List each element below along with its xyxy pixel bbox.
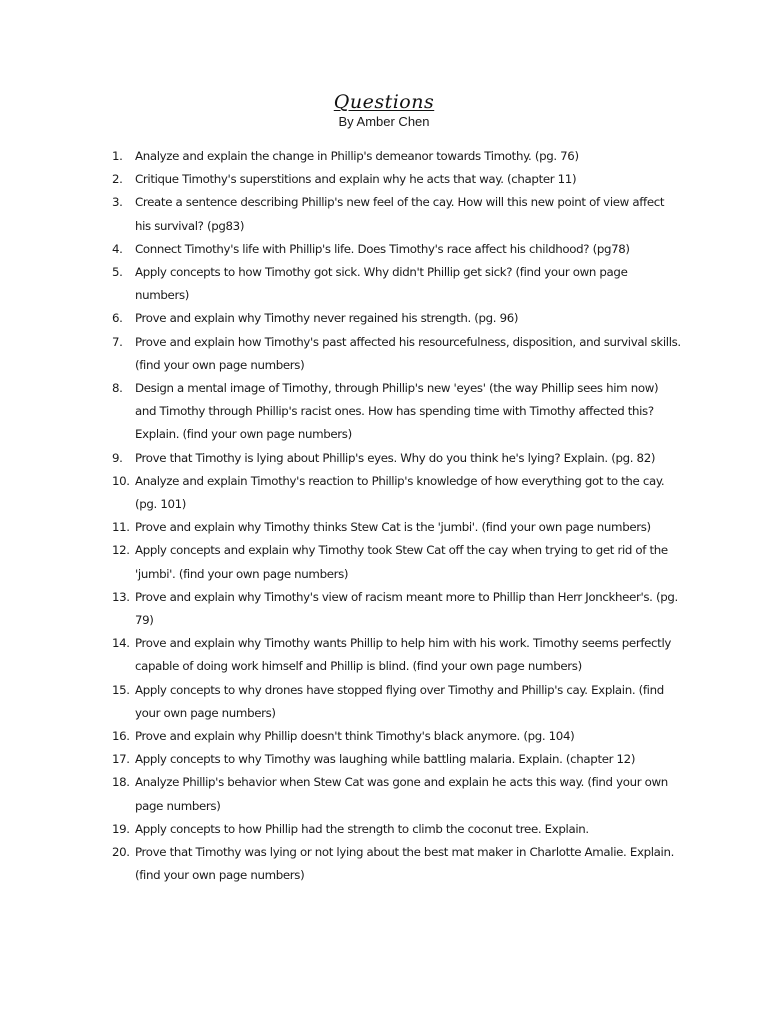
question-text: Apply concepts to why Timothy was laughing while battling malaria. Explain. (chapter 12) xyxy=(135,752,636,767)
question-text: Apply concepts to how Phillip had the strength to climb the coconut tree. Explain. xyxy=(135,821,589,836)
question-item xyxy=(112,771,682,817)
question-number: 15. xyxy=(112,682,130,697)
question-item xyxy=(112,191,682,237)
question-text: Prove and explain how Timothy's past affected his resourcefulness, disposition, and survival skills. (find your own page numbers) xyxy=(135,334,681,372)
question-text: Apply concepts to why drones have stopped flying over Timothy and Phillip's cay. Explain. (find your own page numbers) xyxy=(135,682,664,720)
question-item xyxy=(112,586,682,632)
question-number: 3. xyxy=(112,195,123,210)
question-number: 5. xyxy=(112,265,123,280)
question-number: 6. xyxy=(112,311,123,326)
question-number: 8. xyxy=(112,381,123,396)
question-item xyxy=(112,725,682,748)
question-list xyxy=(112,145,682,888)
question-item xyxy=(112,632,682,678)
question-text: Connect Timothy's life with Phillip's life. Does Timothy's race affect his childhood? (pg78) xyxy=(135,241,630,256)
question-item xyxy=(112,145,682,168)
question-text: Prove and explain why Phillip doesn't think Timothy's black anymore. (pg. 104) xyxy=(135,729,575,744)
question-number: 18. xyxy=(112,775,130,790)
question-item xyxy=(112,377,682,447)
question-number: 1. xyxy=(112,149,123,163)
author-byline: By Amber Chen xyxy=(338,114,430,129)
question-text: Apply concepts to how Timothy got sick. Why didn't Phillip get sick? (find your own page numbers) xyxy=(135,265,628,303)
question-text: Analyze and explain the change in Phillip's demeanor towards Timothy. (pg. 76) xyxy=(135,149,579,163)
question-item xyxy=(112,818,682,841)
question-item xyxy=(112,516,682,539)
question-number: 13. xyxy=(112,589,130,604)
question-text: Design a mental image of Timothy, through Phillip's new 'eyes' (the way Phillip sees him now) and Timothy through Phillip's racist ones. How has spending time with Timothy affected this? Explain. (find your own page numbers) xyxy=(135,381,659,442)
question-text: Critique Timothy's superstitions and explain why he acts that way. (chapter 11) xyxy=(135,172,577,187)
question-number: 12. xyxy=(112,543,130,558)
question-number: 2. xyxy=(112,172,123,187)
question-item xyxy=(112,470,682,516)
question-number: 10. xyxy=(112,473,130,488)
question-item xyxy=(112,679,682,725)
question-item xyxy=(112,331,682,377)
question-text: Prove that Timothy was lying or not lying about the best mat maker in Charlotte Amalie. Explain. (find your own page numbers) xyxy=(135,845,674,883)
page-title: Questions xyxy=(333,91,435,113)
question-number: 11. xyxy=(112,520,130,535)
question-number: 4. xyxy=(112,241,123,256)
question-item xyxy=(112,261,682,307)
question-item xyxy=(112,307,682,330)
question-item xyxy=(112,238,682,261)
question-text: Prove that Timothy is lying about Phillip's eyes. Why do you think he's lying? Explain. (pg. 82) xyxy=(135,450,656,465)
question-number: 19. xyxy=(112,821,130,836)
question-text: Apply concepts and explain why Timothy took Stew Cat off the cay when trying to get rid of the 'jumbi'. (find your own page numbers) xyxy=(135,543,668,581)
question-text: Analyze and explain Timothy's reaction to Phillip's knowledge of how everything got to the cay. (pg. 101) xyxy=(135,473,665,512)
question-number: 16. xyxy=(112,729,130,744)
question-text: Prove and explain why Timothy's view of racism meant more to Phillip than Herr Jonckheer's. (pg. 79) xyxy=(135,589,678,628)
question-text: Prove and explain why Timothy thinks Stew Cat is the 'jumbi'. (find your own page numbers) xyxy=(135,520,651,535)
question-text: Analyze Phillip's behavior when Stew Cat was gone and explain he acts this way. (find your own page numbers) xyxy=(135,775,668,813)
question-text: Prove and explain why Timothy wants Phillip to help him with his work. Timothy seems perfectly capable of doing work himself and Phillip is blind. (find your own page numbers) xyxy=(135,636,672,674)
question-number: 7. xyxy=(112,334,123,349)
question-item xyxy=(112,841,682,887)
question-text: Prove and explain why Timothy never regained his strength. (pg. 96) xyxy=(135,311,519,326)
question-number: 9. xyxy=(112,450,123,465)
question-item xyxy=(112,447,682,470)
question-item xyxy=(112,539,682,585)
question-number: 14. xyxy=(112,636,130,651)
question-item xyxy=(112,748,682,771)
question-text: Create a sentence describing Phillip's new feel of the cay. How will this new point of view affect his survival? (pg83) xyxy=(135,195,665,233)
question-number: 17. xyxy=(112,752,130,767)
question-number: 20. xyxy=(112,845,130,860)
question-item xyxy=(112,168,682,191)
